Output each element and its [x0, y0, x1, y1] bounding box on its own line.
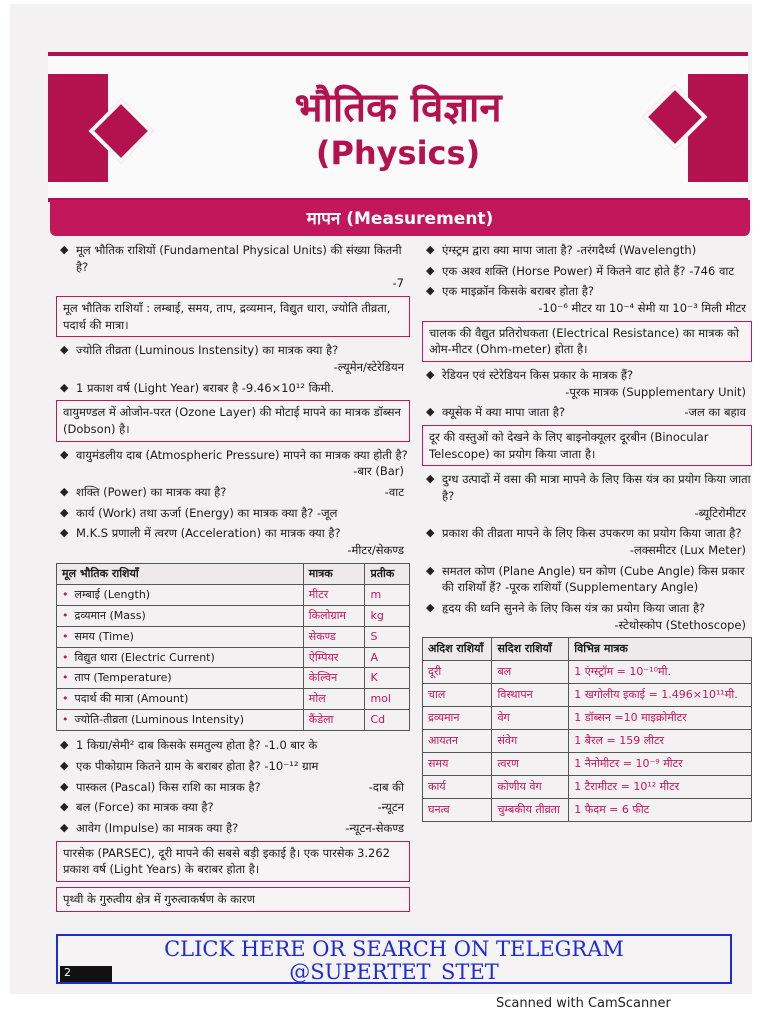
quantity-cell: • ताप (Temperature): [57, 668, 304, 689]
question-text: कार्य (Work) तथा ऊर्जा (Energy) का मात्रक क्या है? -जूल: [76, 505, 338, 520]
question-text: समतल कोण (Plane Angle) घन कोण (Cube Angle) किस प्रकार की राशियाँ हैं? -पूरक राशियाँ (Supplementary Angle): [442, 563, 745, 595]
bullet-dot-icon: •: [62, 629, 69, 643]
bullet-icon: ◆: [60, 505, 69, 519]
symbol-cell: mol: [365, 689, 410, 710]
column-header: मूल भौतिक राशियाँ: [57, 563, 304, 584]
vector-cell: कोणीय वेग: [492, 776, 569, 799]
scanner-watermark: Scanned with CamScanner: [496, 996, 671, 1011]
section-title: मापन (Measurement): [306, 209, 494, 229]
table-row: [423, 730, 752, 753]
symbol-cell: m: [365, 584, 410, 605]
bullet-dot-icon: •: [62, 587, 69, 601]
symbol-cell: S: [365, 626, 410, 647]
answer-text: -न्यूटन-सेकण्ड: [345, 820, 404, 835]
quantity-cell: • समय (Time): [57, 626, 304, 647]
unit-cell: केल्विन: [303, 668, 365, 689]
question-text: मूल भौतिक राशियों (Fundamental Physical Units) की संख्या कितनी है?: [76, 243, 402, 274]
question-item: [56, 737, 410, 754]
question-text: एक पीकोग्राम कितने ग्राम के बराबर होता है? -10⁻¹² ग्राम: [76, 758, 319, 773]
bullet-icon: ◆: [426, 284, 435, 298]
bullet-dot-icon: •: [62, 713, 69, 727]
column-header: मात्रक: [303, 563, 365, 584]
vector-cell: वेग: [492, 707, 569, 730]
question-item: [422, 283, 752, 316]
question-text: बल (Force) का मात्रक क्या है?: [76, 800, 214, 815]
answer-text: -वाट: [384, 485, 404, 500]
bullet-dot-icon: •: [62, 692, 69, 706]
question-text: एक अश्व शक्ति (Horse Power) में कितने वाट होते हैं? -746 वाट: [442, 263, 735, 278]
vector-cell: विस्थापन: [492, 684, 569, 707]
bullet-icon: ◆: [60, 738, 69, 752]
bullet-icon: ◆: [60, 526, 69, 540]
unit-cell: मीटर: [303, 584, 365, 605]
bullet-icon: ◆: [60, 485, 69, 499]
scalar-cell: आयतन: [423, 730, 492, 753]
bullet-icon: ◆: [426, 243, 435, 256]
question-item: [56, 779, 410, 796]
unit-cell: मोल: [303, 689, 365, 710]
bullet-icon: ◆: [60, 343, 69, 357]
answer-text: -स्टेथोस्कोप (Stethoscope): [614, 617, 746, 632]
bullet-icon: ◆: [60, 758, 69, 772]
answer-text: -दाब की: [368, 779, 404, 794]
question-text: हृदय की ध्वनि सुनने के लिए किस यंत्र का प्रयोग किया जाता है?: [442, 601, 706, 616]
symbol-cell: A: [365, 647, 410, 668]
question-item: [422, 563, 752, 596]
answer-text: -बार (Bar): [353, 464, 404, 479]
question-text: आवेग (Impulse) का मात्रक क्या है?: [76, 820, 239, 835]
info-box: दूर की वस्तुओं को देखने के लिए बाइनोक्यूलर दूरबीन (Binocular Telescope) का प्रयोग किया जाता है।: [422, 425, 752, 466]
question-text: एंग्स्ट्रम द्वारा क्या मापा जाता है? -तरंगदैर्ध्य (Wavelength): [442, 243, 697, 257]
answer-text: -जल का बहाव: [684, 405, 746, 420]
scalar-cell: घनत्व: [423, 799, 492, 822]
question-text: शक्ति (Power) का मात्रक क्या है?: [76, 485, 227, 500]
quantity-cell: • पदार्थ की मात्रा (Amount): [57, 689, 304, 710]
question-text: 1 प्रकाश वर्ष (Light Year) बराबर है -9.46×10¹² किमी.: [76, 380, 334, 395]
section-bar: [50, 200, 750, 236]
question-item: [56, 505, 410, 522]
page-number: 2: [60, 966, 112, 982]
quantity-cell: • द्रव्यमान (Mass): [57, 605, 304, 626]
bullet-icon: ◆: [60, 380, 69, 394]
answer-text: -ब्यूटिरोमीटर: [694, 505, 746, 520]
question-text: प्रकाश की तीव्रता मापने के लिए किस उपकरण का प्रयोग किया जाता है?: [442, 526, 742, 541]
unit-cell: 1 डॉब्सन =10 माइक्रोमीटर: [569, 707, 752, 730]
vector-cell: बल: [492, 661, 569, 684]
vector-cell: चुम्बकीय तीव्रता: [492, 799, 569, 822]
question-item: [422, 367, 752, 400]
info-box: चालक की वैद्युत प्रतिरोधकता (Electrical Resistance) का मात्रक को ओम-मीटर (Ohm-meter) होता है।: [422, 321, 752, 362]
scalar-vector-table: [422, 637, 752, 822]
answer-text: -न्यूटन: [377, 800, 404, 815]
unit-cell: कैंडेला: [303, 710, 365, 731]
unit-cell: ऐम्पियर: [303, 647, 365, 668]
question-item: [56, 380, 410, 397]
question-item: [56, 758, 410, 775]
bullet-icon: ◆: [426, 601, 435, 615]
column-header: प्रतीक: [365, 563, 410, 584]
quantity-cell: • लम्बाई (Length): [57, 584, 304, 605]
question-text: एक माइक्रॉन किसके बराबर होता है?: [442, 284, 594, 299]
document-page: [10, 4, 752, 994]
info-box: मूल भौतिक राशियाँ : लम्बाई, समय, ताप, द्रव्यमान, विद्युत धारा, ज्योति तीव्रता, पदार्थ की मात्रा।: [56, 296, 410, 337]
vector-cell: संवेग: [492, 730, 569, 753]
fundamental-units-table: [56, 563, 410, 732]
bullet-icon: ◆: [426, 472, 435, 486]
symbol-cell: K: [365, 668, 410, 689]
question-item: [422, 600, 752, 633]
unit-cell: 1 फैदम = 6 फीट: [569, 799, 752, 822]
right-column: [422, 242, 752, 828]
column-header: अदिश राशियाँ: [423, 638, 492, 661]
bullet-icon: ◆: [426, 563, 435, 577]
scalar-cell: द्रव्यमान: [423, 707, 492, 730]
vector-cell: त्वरण: [492, 753, 569, 776]
question-item: [56, 525, 410, 558]
table-row: [423, 799, 752, 822]
table-row: [423, 776, 752, 799]
unit-cell: किलोग्राम: [303, 605, 365, 626]
telegram-banner-link[interactable]: [56, 934, 732, 984]
answer-text: -लक्समीटर (Lux Meter): [629, 543, 746, 558]
scalar-cell: समय: [423, 753, 492, 776]
question-text: वायुमंडलीय दाब (Atmospheric Pressure) मापने का मात्रक क्या होती है?: [76, 447, 408, 462]
answer-text: -10⁻⁶ मीटर या 10⁻⁴ सेमी या 10⁻³ मिली मीटर: [538, 301, 746, 316]
answer-text: -मीटर/सेकण्ड: [347, 543, 404, 558]
unit-cell: 1 एंग्स्ट्रॉम = 10⁻¹⁰मी.: [569, 661, 752, 684]
question-item: [56, 820, 410, 837]
bullet-icon: ◆: [60, 243, 69, 256]
question-item: [56, 342, 410, 375]
question-item: [56, 242, 410, 292]
banner-line-2: @SUPERTET_STET: [289, 960, 499, 984]
answer-text: -ल्यूमेन/स्टेरेडियन: [333, 360, 404, 375]
table-row: [57, 605, 410, 626]
info-box: पारसेक (PARSEC), दूरी मापने की सबसे बड़ी इकाई है। एक पारसेक 3.262 प्रकाश वर्ष (Light Years) के बराबर होता है।: [56, 841, 410, 882]
table-row: [423, 753, 752, 776]
table-header-row: [57, 563, 410, 584]
question-item: [422, 471, 752, 521]
left-column: [56, 242, 410, 917]
bullet-icon: ◆: [60, 820, 69, 834]
question-text: दुग्ध उत्पादों में वसा की मात्रा मापने के लिए किस यंत्र का प्रयोग किया जाता है?: [442, 472, 751, 504]
question-item: [422, 525, 752, 558]
answer-text: -7: [392, 276, 404, 291]
table-row: [57, 626, 410, 647]
question-item: [56, 484, 410, 501]
bullet-icon: ◆: [426, 368, 435, 382]
chapter-title-english: (Physics): [315, 134, 481, 172]
question-item: [422, 242, 752, 259]
question-item: [56, 447, 410, 480]
table-row: [57, 647, 410, 668]
chapter-title-hindi: भौतिक विज्ञान: [294, 84, 502, 131]
question-text: पास्कल (Pascal) किस राशि का मात्रक है?: [76, 779, 261, 794]
table-row: [57, 689, 410, 710]
question-text: 1 किग्रा/सेमी² दाब किसके समतुल्य होता है? -1.0 बार के: [76, 738, 318, 753]
info-box: वायुमण्डल में ओजोन-परत (Ozone Layer) की मोटाई मापने का मात्रक डॉब्सन (Dobson) है।: [56, 400, 410, 441]
answer-text: -पूरक मात्रक (Supplementary Unit): [565, 384, 746, 399]
question-text: ज्योति तीव्रता (Luminous Instensity) का मात्रक क्या है?: [76, 343, 339, 358]
question-text: M.K.S प्रणाली में त्वरण (Acceleration) का मात्रक क्या है?: [76, 526, 341, 541]
question-text: क्यूसेक में क्या मापा जाता है?: [442, 405, 566, 420]
info-box: पृथ्वी के गुरुत्वीय क्षेत्र में गुरुत्वाकर्षण के कारण: [56, 887, 410, 912]
symbol-cell: Cd: [365, 710, 410, 731]
scalar-cell: कार्य: [423, 776, 492, 799]
unit-cell: 1 खगोलीय इकाई = 1.496×10¹¹मी.: [569, 684, 752, 707]
scalar-cell: दूरी: [423, 661, 492, 684]
quantity-cell: • विद्युत धारा (Electric Current): [57, 647, 304, 668]
bullet-icon: ◆: [426, 526, 435, 540]
table-row: [57, 668, 410, 689]
bullet-icon: ◆: [426, 405, 435, 419]
bullet-icon: ◆: [60, 447, 69, 461]
table-header-row: [423, 638, 752, 661]
question-item: [56, 799, 410, 816]
table-row: [57, 584, 410, 605]
question-text: रेडियन एवं स्टेरेडियन किस प्रकार के मात्रक हैं?: [442, 368, 634, 383]
bullet-icon: ◆: [60, 779, 69, 793]
bullet-dot-icon: •: [62, 650, 69, 664]
scalar-cell: चाल: [423, 684, 492, 707]
symbol-cell: kg: [365, 605, 410, 626]
table-row: [423, 707, 752, 730]
bullet-dot-icon: •: [62, 608, 69, 622]
quantity-cell: • ज्योति-तीव्रता (Luminous Intensity): [57, 710, 304, 731]
question-item: [422, 263, 752, 280]
table-row: [57, 710, 410, 731]
question-item: [422, 404, 752, 421]
bullet-dot-icon: •: [62, 671, 69, 685]
unit-cell: सेकण्ड: [303, 626, 365, 647]
table-row: [423, 661, 752, 684]
chapter-header: [48, 52, 748, 202]
banner-line-1: CLICK HERE OR SEARCH ON TELEGRAM: [164, 937, 624, 961]
column-header: विभिन्न मात्रक: [569, 638, 752, 661]
column-header: सदिश राशियाँ: [492, 638, 569, 661]
table-row: [423, 684, 752, 707]
unit-cell: 1 टैरामीटर = 10¹² मीटर: [569, 776, 752, 799]
unit-cell: 1 नैनोमीटर = 10⁻⁹ मीटर: [569, 753, 752, 776]
bullet-icon: ◆: [60, 800, 69, 814]
unit-cell: 1 बैरल = 159 लीटर: [569, 730, 752, 753]
bullet-icon: ◆: [426, 263, 435, 277]
